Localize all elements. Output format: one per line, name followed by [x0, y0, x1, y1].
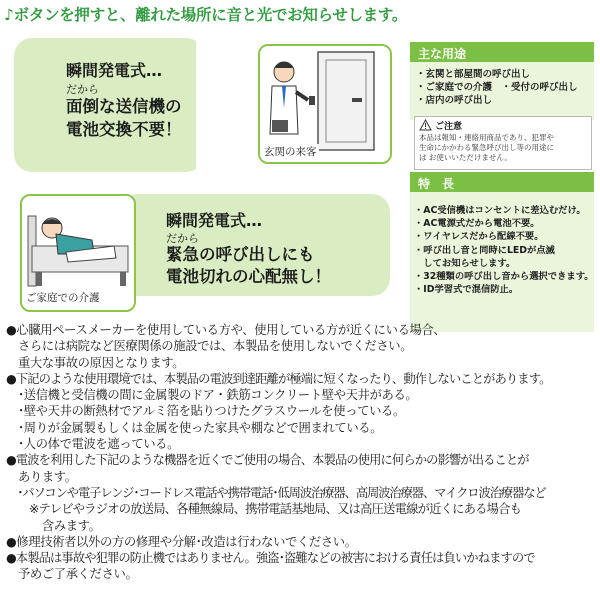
- list-item: ・店内の呼び出し: [416, 95, 493, 106]
- note-line: ･送信機と受信機の間に金属製のドア・鉄筋コンクリート壁や天井がある。: [6, 388, 418, 403]
- note-line: あります。: [6, 469, 77, 484]
- features-header: 特 長: [410, 172, 594, 192]
- note-line: ※テレビやラジオの放送局、各種無線局、携帯電話基地局、又は高圧送電線が近くにある場合も: [6, 502, 522, 517]
- uses-header: 主な用途: [410, 42, 594, 62]
- panel2-line2: 電池切れの心配無し！: [166, 267, 331, 286]
- note-line: 重大な事故の原因となります。: [6, 355, 185, 370]
- note-line: ●修理技術者以外の方の修理や分解･改造は行わないでください。: [6, 534, 357, 549]
- list-item: ・玄関と部屋間の呼び出し: [416, 69, 531, 80]
- note-line: さらには病院など医療関係の施設では、本製品を使用しないでください。: [6, 339, 413, 354]
- features-list: [410, 192, 594, 332]
- caution-line: 生命にかかわる緊急呼び出し等の用途に: [419, 143, 554, 152]
- note-line: ･パソコンや電子レンジ･コードレス電話や携帯電話･低周波治療器、高周波治療器、マイクロ波治療器など: [6, 485, 546, 500]
- list-item: ・ワイヤレスだから配線不要。: [414, 231, 544, 243]
- panel2-small: だから: [166, 232, 199, 245]
- note-line: ●心臓用ペースメーカーを使用している方や、使用している方が近くにいる場合、: [6, 323, 446, 337]
- note-line: ●本製品は事故や犯罪の防止機ではありません。強盗･盗難などの被害における責任は負いかねますので: [6, 551, 535, 566]
- panel1-small: だから: [66, 83, 99, 96]
- features-box: [410, 172, 594, 332]
- list-item: ・AC受信機はコンセントに差込むだけ。: [414, 205, 586, 216]
- panel2-line1: 緊急の呼び出しにも: [166, 245, 315, 264]
- uses-list: [410, 62, 594, 120]
- caution-text: [415, 132, 591, 164]
- warning-icon: [419, 119, 432, 131]
- note-line: 予めご了承ください。: [6, 567, 138, 582]
- note-line: ●下記のような使用環境では、本製品の電波到達距離が極端に短くなったり、動作しないことがあります。: [6, 371, 551, 386]
- panel1-title: 瞬間発電式…: [66, 61, 163, 80]
- caution-box: [414, 116, 592, 170]
- list-item: してお知らせします。: [414, 257, 516, 269]
- note-line: ●電波を利用した下記のような機器を近くでご使用の場合、本製品の使用に何らかの影響が出ることが: [6, 453, 529, 468]
- list-item: ・ご家庭での介護 ・受付の呼び出し: [416, 82, 578, 93]
- panel1-line1: 面倒な送信機の: [66, 97, 182, 116]
- note-line: 含みます。: [6, 518, 101, 533]
- list-item: ・呼び出し音と同時にLEDが点滅: [414, 244, 555, 256]
- headline: ♪ボタンを押すと、離れた場所に音と光でお知らせします。: [4, 6, 408, 24]
- caution-line: 本品は報知・連絡用商品であり、犯罪や: [419, 133, 554, 142]
- note-line: ･周りが金属製もしくは金属を使った家具や棚などで囲まれている。: [6, 420, 383, 435]
- caution-line: は お使いいただけません。: [419, 153, 512, 162]
- list-item: ・ID学習式で混信防止。: [414, 284, 519, 296]
- panel2-caption: ご家庭での介護: [26, 292, 100, 304]
- note-line: ･壁や天井の断熱材でアルミ箔を貼りつけたグラスウールを使っている。: [6, 404, 405, 419]
- uses-box: [410, 42, 594, 120]
- panel1-caption: 玄関の来客: [264, 146, 317, 158]
- list-item: ・32種類の呼び出し音から選択できます。: [414, 271, 594, 283]
- panel1-line2: 電池交換不要！: [66, 120, 182, 139]
- note-line: ･人の体で電波を遮っている。: [6, 437, 180, 452]
- panel2-title: 瞬間発電式…: [166, 211, 263, 230]
- safety-notes: [6, 322, 596, 583]
- list-item: ・AC電源式だから電池不要。: [414, 218, 540, 230]
- caution-title: ご注意: [435, 122, 463, 132]
